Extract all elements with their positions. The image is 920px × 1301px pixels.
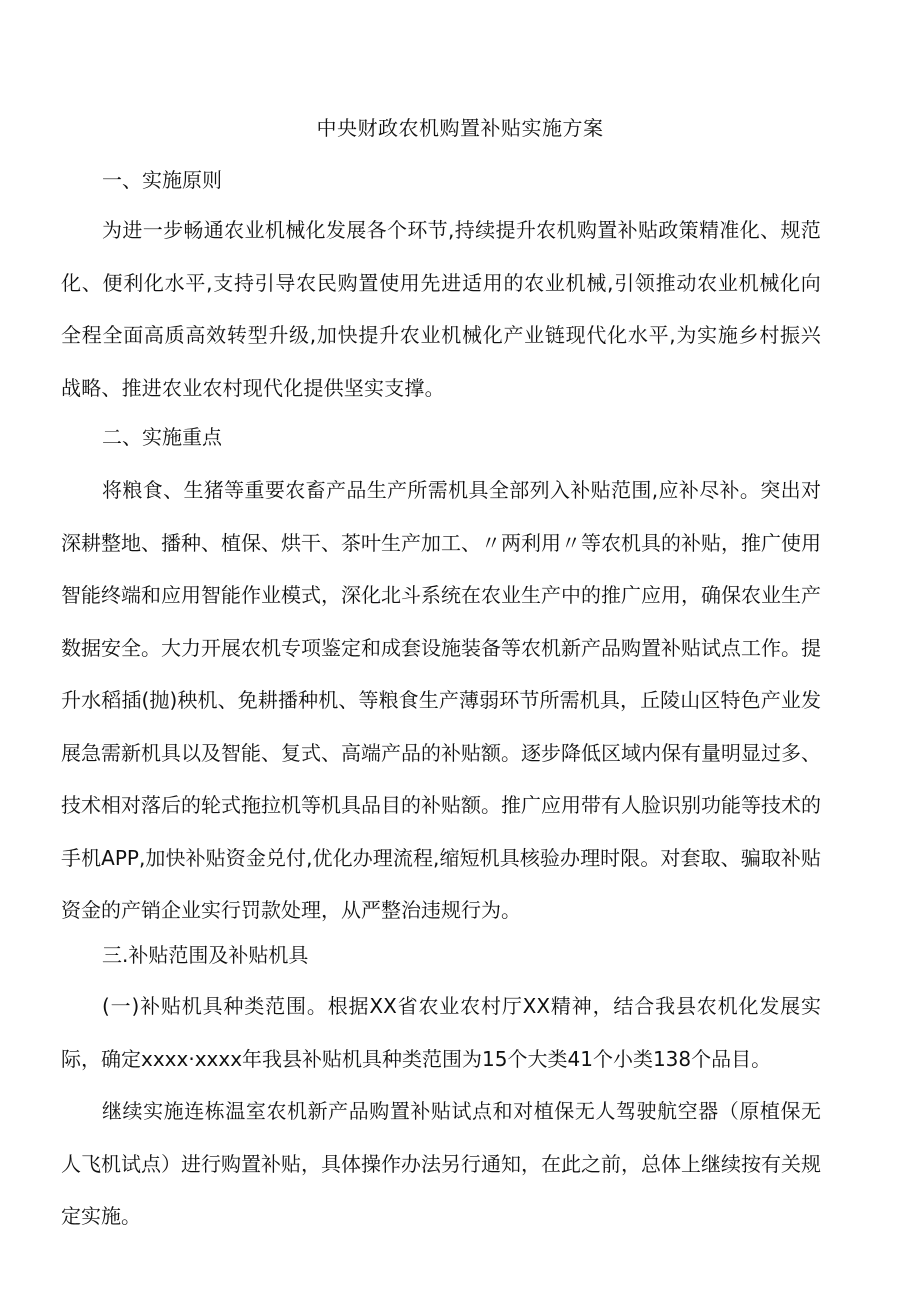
section-heading-principles: 一、实施原则: [102, 168, 222, 192]
paragraph-focus: 将粮食、生猪等重要农畜产品生产所需机具全部列入补贴范围,应补尽补。突出对深耕整地、播种、植保、烘干、茶叶生产加工、〃两利用〃等农机具的补贴，推广使用智能终端和应用智能作业模式，深化北斗系统在农业生产中的推广应用，确保农业生产数据安全。大力开展农机专项鉴定和成套设施装备等农机新产品购置补贴试点工作。提升水稻插(抛)秧机、免耕播种机、等粮食生产薄弱环节所需机具，丘陵山区特色产业发展急需新机具以及智能、复式、高端产品的补贴额。逐步降低区域内保有量明显过多、技术相对落后的轮式拖拉机等机具品目的补贴额。推广应用带有人脸识别功能等技术的手机APP,加快补贴资金兑付,优化办理流程,缩短机具核验办理时限。对套取、骗取补贴资金的产销企业实行罚款处理，从严整治违规行为。: [61, 478, 821, 922]
paragraph-scope-pilot: 继续实施连栋温室农机新产品购置补贴试点和对植保无人驾驶航空器（原植保无人飞机试点）进行购置补贴，具体操作办法另行通知，在此之前，总体上继续按有关规定实施。: [61, 1099, 821, 1228]
document-title: 中央财政农机购置补贴实施方案: [316, 116, 604, 140]
paragraph-scope-categories: (一)补贴机具种类范围。根据XX省农业农村厅XX精神，结合我县农机化发展实际，确定xxxx·xxxx年我县补贴机具种类范围为15个大类41个小类138个品目。: [61, 994, 821, 1071]
paragraph-principles: 为进一步畅通农业机械化发展各个环节,持续提升农机购置补贴政策精准化、规范化、便利化水平,支持引导农民购置使用先进适用的农业机械,引领推动农业机械化向全程全面高质高效转型升级,加快提升农业机械化产业链现代化水平,为实施乡村振兴战略、推进农业农村现代化提供坚实支撑。: [61, 218, 821, 400]
section-heading-focus: 二、实施重点: [102, 425, 222, 449]
section-heading-scope: 三.补贴范围及补贴机具: [102, 943, 309, 967]
